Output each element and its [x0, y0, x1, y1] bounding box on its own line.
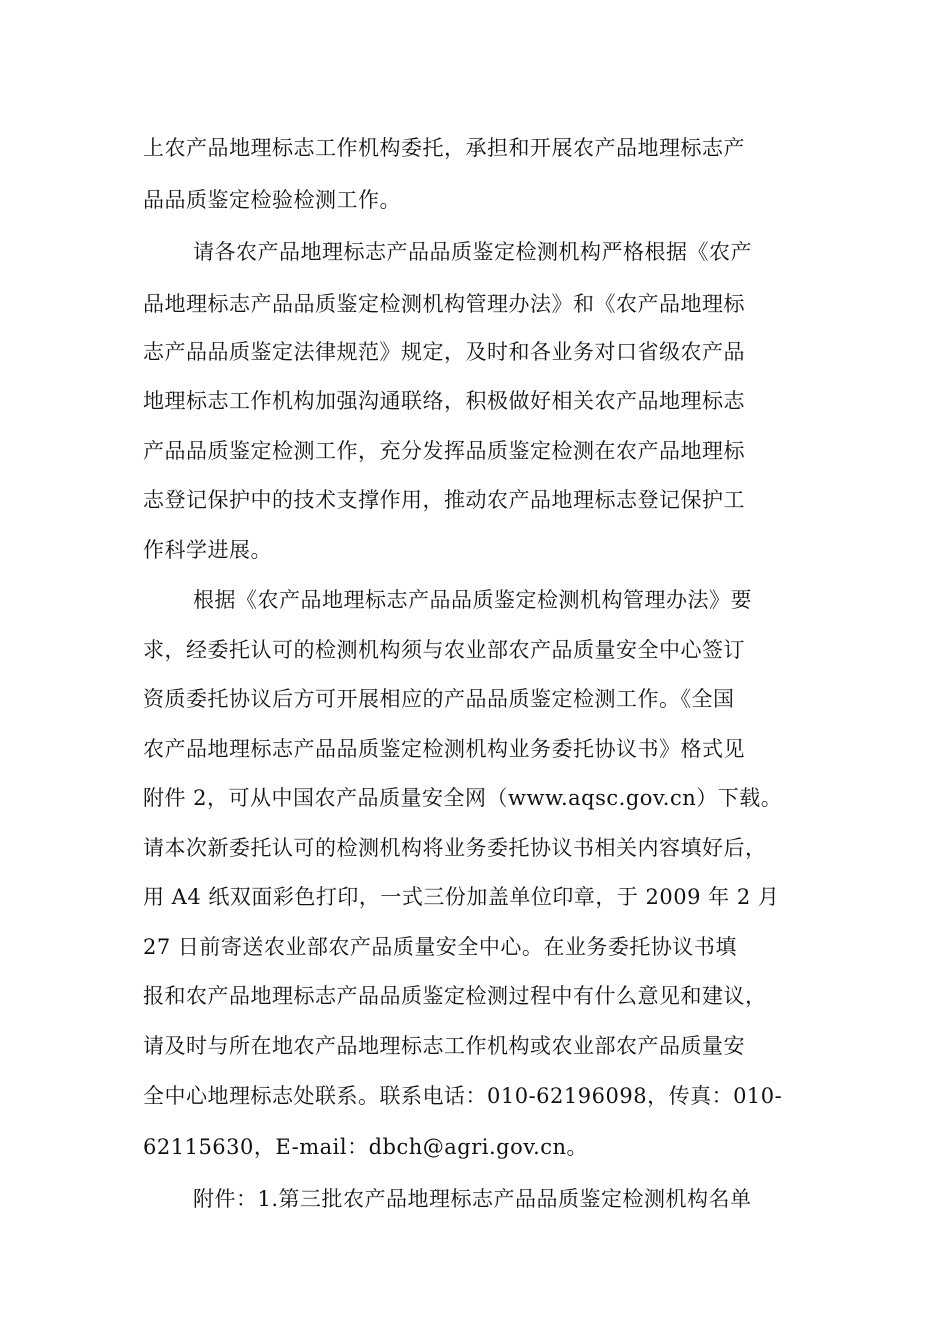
text-line: 产品品质鉴定检测工作，充分发挥品质鉴定检测在农产品地理标	[143, 439, 745, 463]
text-line: 地理标志工作机构加强沟通联络，积极做好相关农产品地理标志	[143, 389, 745, 413]
text-line: 27 日前寄送农业部农产品质量安全中心。在业务委托协议书填	[143, 935, 737, 959]
text-line: 品地理标志产品品质鉴定检测机构管理办法》和《农产品地理标	[143, 292, 745, 316]
text-line: 志产品品质鉴定法律规范》规定，及时和各业务对口省级农产品	[143, 340, 745, 364]
text-line: 请本次新委托认可的检测机构将业务委托协议书相关内容填好后，	[143, 836, 767, 860]
paragraph-start-line: 请各农产品地理标志产品品质鉴定检测机构严格根据《农产	[193, 240, 752, 264]
text-line: 上农产品地理标志工作机构委托，承担和开展农产品地理标志产	[143, 136, 745, 160]
text-line: 62115630，E-mail：dbch@agri.gov.cn。	[143, 1135, 589, 1159]
text-line: 品品质鉴定检验检测工作。	[143, 188, 401, 212]
text-line: 资质委托协议后方可开展相应的产品品质鉴定检测工作。《全国	[143, 687, 735, 711]
attachment-line: 附件：1.第三批农产品地理标志产品品质鉴定检测机构名单	[193, 1187, 752, 1211]
text-line: 作科学进展。	[143, 538, 272, 562]
paragraph-start-line: 根据《农产品地理标志产品品质鉴定检测机构管理办法》要	[193, 588, 752, 612]
text-line: 用 A4 纸双面彩色打印，一式三份加盖单位印章，于 2009 年 2 月	[143, 885, 780, 909]
text-line: 求，经委托认可的检测机构须与农业部农产品质量安全中心签订	[143, 638, 745, 662]
text-line: 报和农产品地理标志产品品质鉴定检测过程中有什么意见和建议，	[143, 984, 767, 1008]
text-line: 全中心地理标志处联系。联系电话：010-62196098，传真：010-	[143, 1084, 783, 1108]
text-line: 附件 2，可从中国农产品质量安全网（www.aqsc.gov.cn）下载。	[143, 786, 783, 810]
text-line: 志登记保护中的技术支撑作用，推动农产品地理标志登记保护工	[143, 488, 745, 512]
text-line: 农产品地理标志产品品质鉴定检测机构业务委托协议书》格式见	[143, 737, 745, 761]
text-line: 请及时与所在地农产品地理标志工作机构或农业部农产品质量安	[143, 1034, 745, 1058]
